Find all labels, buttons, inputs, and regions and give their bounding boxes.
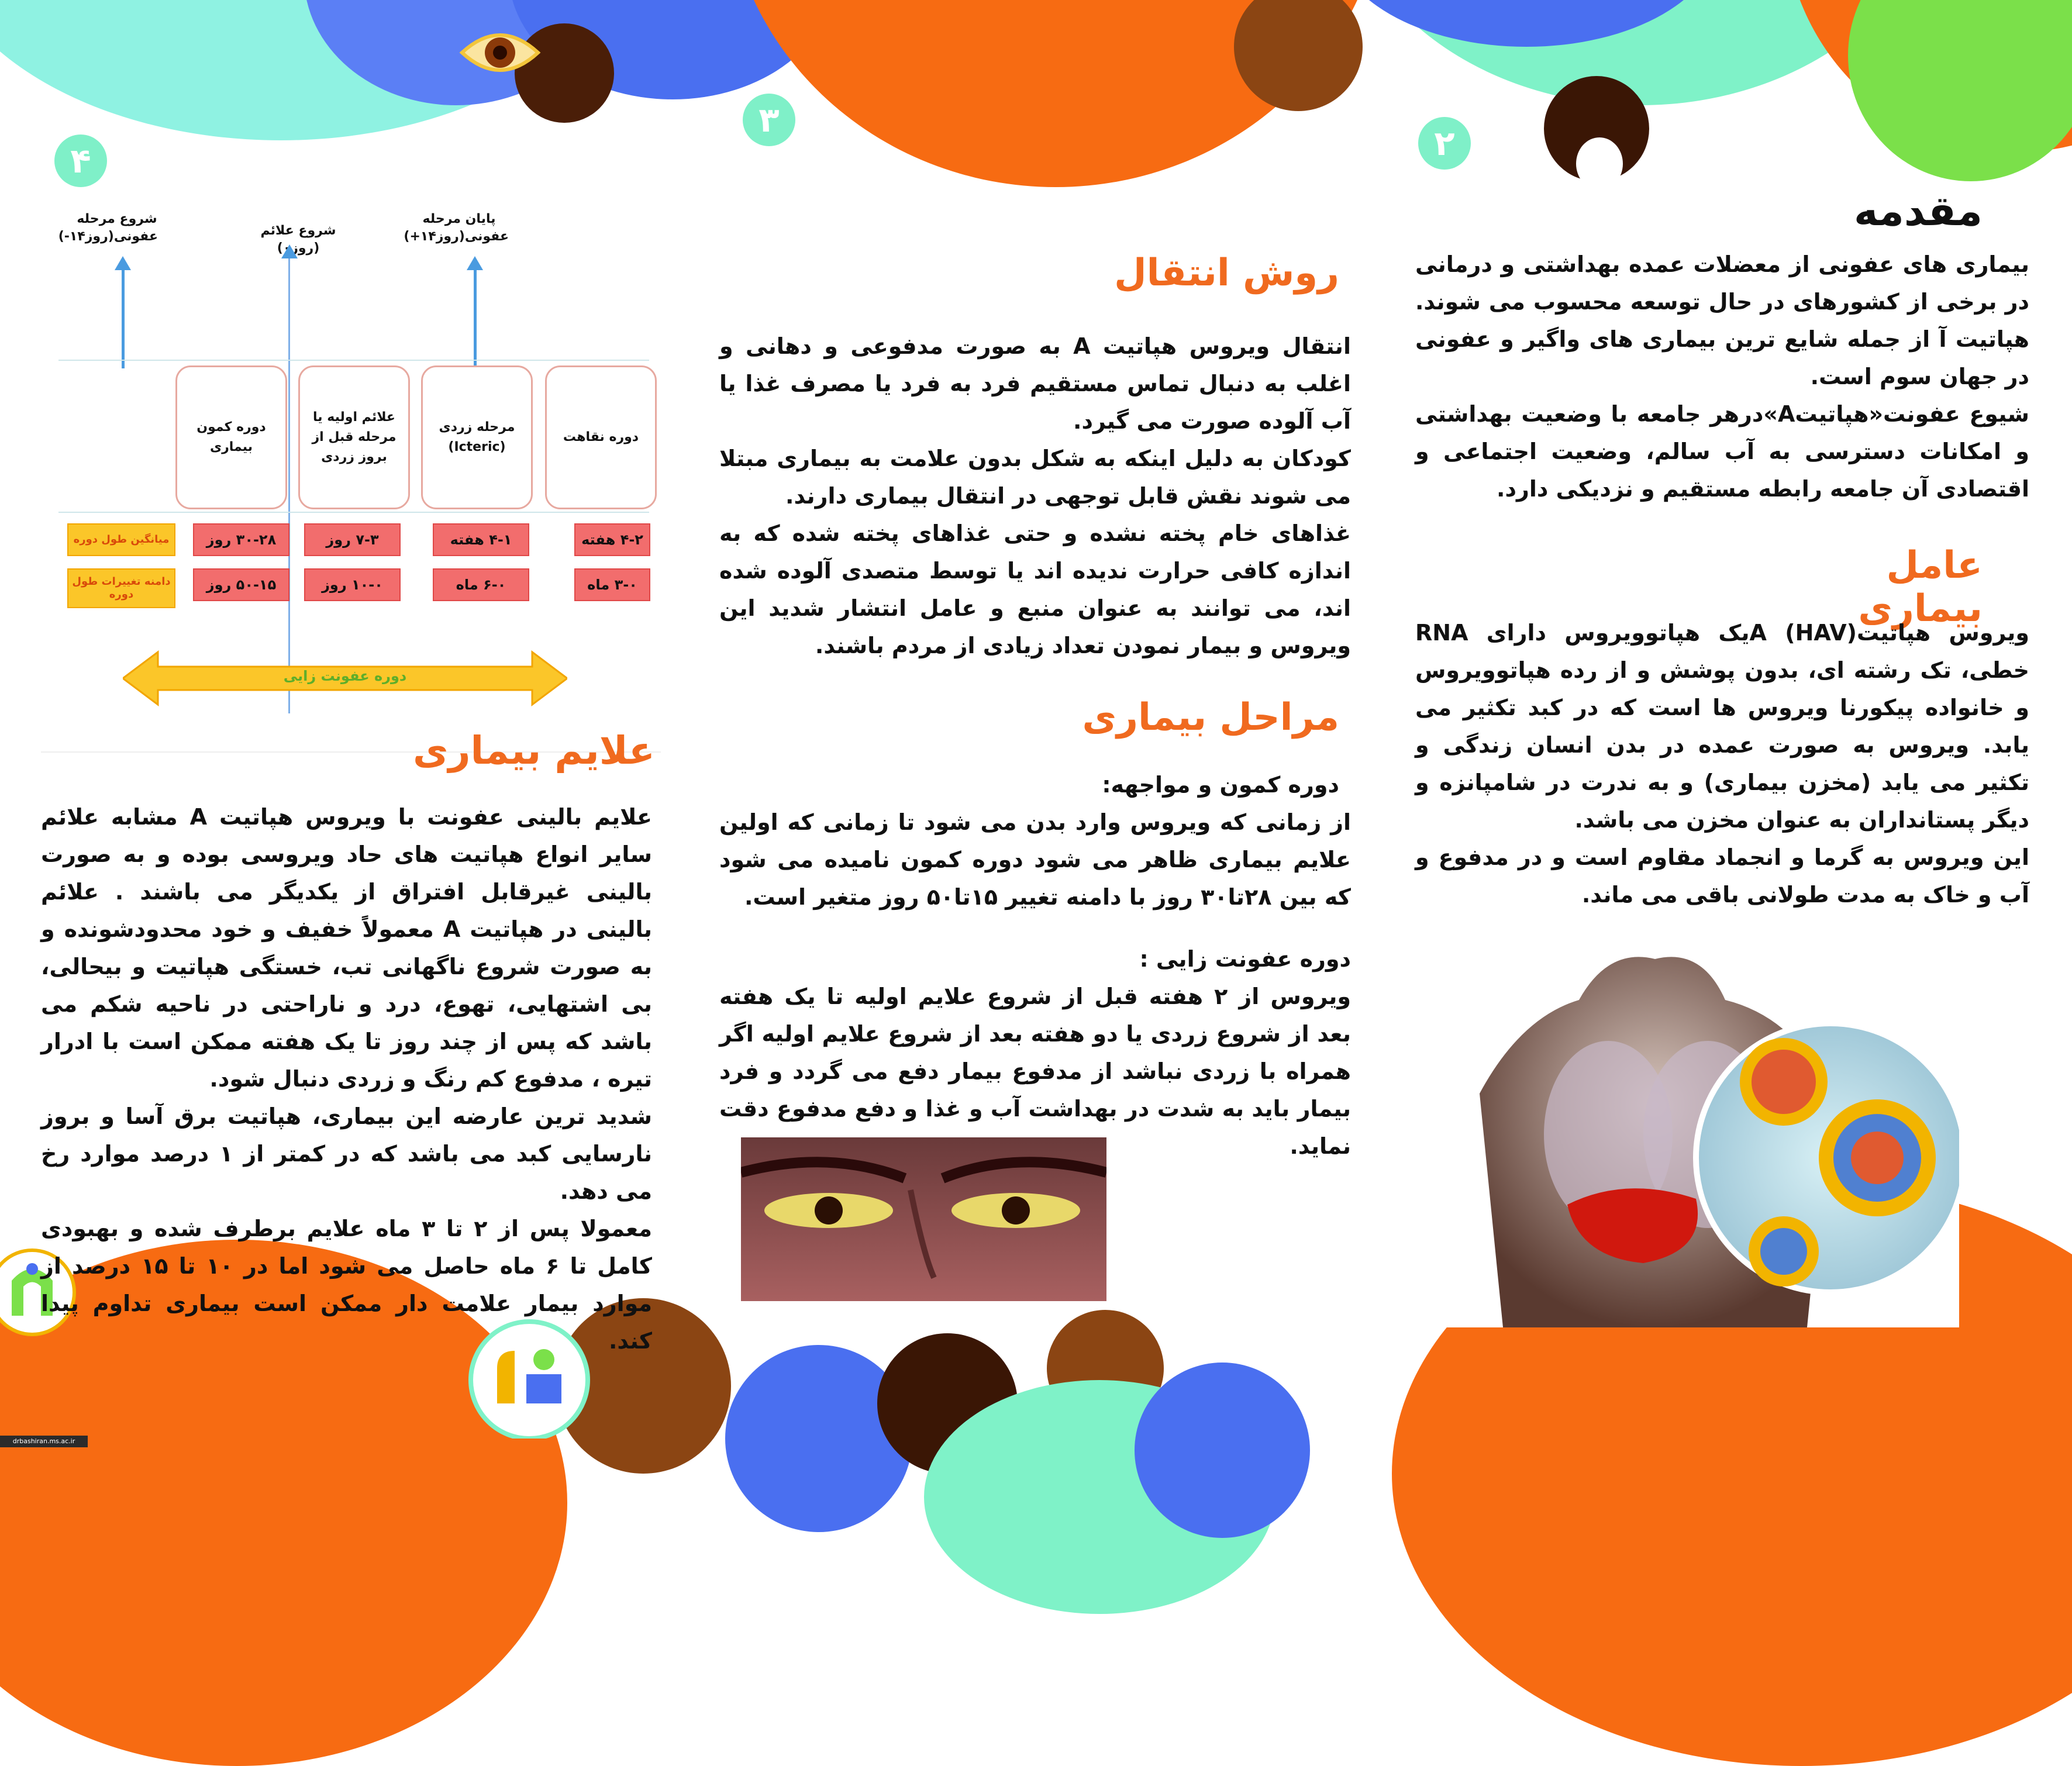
transmission-title: روش انتقال: [1114, 251, 1339, 295]
cell-icteric-average: ۴-۱ هفته: [433, 523, 529, 556]
agent-paragraph-1: ویروس هپاتیتA (HAV)یک هپاتوویروس دارای RNA خطی، تک رشته ای، بدون پوشش و از رده هپاتوویروس و خانواده پیکورنا ویروس ها است که در کبد تکثیر می یابد. ویروس به صورت عمده در بدن انسان زندگی و تکثیر می یابد (مخزن بیماری) و به ندرت در شامپانزه و دیگر پستانداران به عنوان مخزن می باشد.: [1415, 620, 2029, 833]
phase-box-convalescence: [545, 365, 657, 509]
infectious-span-label: دوره عفونت زایی: [283, 668, 407, 684]
marker-arrow-onset: [288, 257, 290, 713]
page-number-2: ۲: [1418, 117, 1471, 170]
transmission-paragraph-3: غذاهای خام پخته نشده و حتی غذاهای پخته شده که به اندازه کافی حرارت ندیده اند یا توسط متصدی آلوده شده اند، می توانند به عنوان منبع و عامل انتشار شدید این ویروس و بیمار نمودن تعداد زیادی از مردم باشند.: [719, 520, 1351, 658]
marker-label-end-infectious: پایان مرحله عفونی(روز۱۴+): [404, 212, 509, 244]
decor-top-green-right: [1848, 0, 2072, 181]
timeline-axis: [58, 360, 649, 361]
marker-arrow-start: [122, 269, 125, 368]
marker-label-start-infectious: شروع مرحله عفونی(روز۱۴-): [58, 212, 158, 244]
intro-paragraph-2: شیوع عفونت«هپاتیتA»درهر جامعه با وضعیت بهداشتی و امکانات دسترسی به آب سالم، وضعیت اجتماعی و اقتصادی آن جامعه رابطه مستقیم و نزدیکی دارد.: [1415, 401, 2030, 502]
symptoms-paragraph-3: معمولا پس از ۲ تا ۳ ماه علایم برطرف شده و بهبودی کامل تا ۶ ماه حاصل می شود اما در ۱۰ تا ۱۵ درصد از موارد بیمار علامت دار ممکن است بیماری تداوم پیدا کند.: [41, 1216, 652, 1354]
intro-paragraph-1: بیماری های عفونی از معضلات عمده بهداشتی و درمانی در برخی از کشورهای در حال توسعه محسوب می شوند. هپاتیت آ از جمله شایع ترین بیماری های واگیر و عفونی در جهان سوم است.: [1415, 251, 2029, 389]
cell-incubation-average: ۳۰-۲۸ روز: [193, 523, 289, 556]
decor-top-dark-ring-hole: [1576, 137, 1623, 190]
marker-arrow-end: [474, 269, 477, 368]
footer-url[interactable]: drbashiran.ms.ac.ir: [0, 1436, 88, 1447]
infectious-heading: دوره عفونت زایی :: [1139, 946, 1351, 972]
agent-paragraph-2: این ویروس به گرما و انجماد مقاوم است و در مدفوع و آب و خاک به مدت طولانی باقی می ماند.: [1415, 844, 2029, 908]
row-label-average: میانگین طول دوره: [67, 523, 175, 556]
transmission-text: [719, 327, 1351, 664]
jaundice-eyes-photo: [741, 1137, 1106, 1301]
liver-virus-illustration: [1433, 947, 1959, 1327]
decor-bottom-blue-2: [1135, 1363, 1310, 1538]
phase-label-convalescence: دوره نقاهت: [563, 430, 639, 444]
phase-box-icteric: [421, 365, 533, 509]
symptoms-title: علایم بیماری: [413, 728, 655, 773]
timeline-axis-bottom: [58, 512, 649, 513]
infectious-text: ویروس از ۲ هفته قبل از شروع علایم اولیه تا یک هفته بعد از شروع زردی یا دو هفته بعد از شروع علایم اولیه اگر همراه با زردی نباشد از مدفوع بیمار دفع می گردد و فرد بیمار باید به شدت در بهداشت آب و غذا و دفع مدفوع دقت نماید.: [719, 984, 1351, 1159]
marker-label-symptom-onset: شروع علائم (رو ): [260, 223, 336, 256]
intro-text: [1415, 246, 2029, 508]
agent-text: [1415, 614, 2029, 913]
cell-icteric-range: ۶-۰ ماه: [433, 568, 529, 601]
transmission-paragraph-1: انتقال ویروس هپاتیت A به صورت مدفوعی و دهانی و اغلب به دنبال تماس مستقیم فرد به فرد یا مصرف غذا یا آب آلوده صورت می گیرد.: [719, 333, 1351, 434]
cell-incubation-range: ۵۰-۱۵ روز: [193, 568, 289, 601]
cell-prodromal-range: ۱۰-۰ روز: [304, 568, 401, 601]
cell-convalescence-range: ۳-۰ ماه: [574, 568, 650, 601]
row-label-range: دامنه تغییرات طول دوره: [67, 568, 175, 608]
page-number-3: ۳: [743, 94, 795, 146]
incubation-heading: دوره کمون و مواجهه:: [1102, 772, 1339, 798]
agent-title: عامل بیماری: [1858, 544, 1983, 630]
incubation-text: از زمانی که ویروس وارد بدن می شود تا زمانی که اولین علایم بیماری ظاهر می شود دوره کمون نامیده می شود که بین ۲۸تا۳۰ روز با دامنه تغییر ۱۵تا۵۰ روز متغیر است.: [719, 809, 1351, 910]
phase-box-incubation: [175, 365, 287, 509]
symptoms-paragraph-1: علایم بالینی عفونت با ویروس هپاتیت A مشابه علائم سایر انواع هپاتیت های حاد ویروسی بوده و به صورت بالینی غیرقابل افتراق از یکدیگر می باشند . علائم بالینی در هپاتیت A معمولاً خفیف و خود محدودشونده و به صورت شروع ناگهانی تب، خستگی هپاتیت و بیحالی، بی اشتهایی، تهوع، درد و ناراحتی در ناحیه شکم می باشد که پس از چند روز تا یک هفته ممکن است با ادرار تیره ، مدفوع کم رنگ و زردی دنبال شود.: [41, 804, 652, 1092]
intro-title: مقدمه: [1854, 187, 1983, 235]
stages-text: [719, 766, 1351, 1165]
page-number-4: ۴: [54, 134, 107, 187]
cell-convalescence-average: ۴-۲ هفته: [574, 523, 650, 556]
phase-label-icteric: مرحله زردی (Icteric): [439, 420, 515, 454]
infectious-span-arrow: [123, 649, 567, 708]
phase-label-prodromal: علائم اولیه یا مرحله قبل از بروز زردی: [312, 410, 397, 464]
phase-box-prodromal: [298, 365, 410, 509]
stages-title: مراحل بیماری: [1082, 696, 1339, 739]
eye-icon: [459, 23, 541, 82]
timeline-diagram: [58, 205, 667, 719]
symptoms-paragraph-2: شدید ترین عارضه این بیماری، هپاتیت برق آسا و بروز نارسایی کبد می باشد که در کمتر از ۱ درصد موارد رخ می دهد.: [41, 1103, 652, 1204]
cell-prodromal-average: ۷-۳ روز: [304, 523, 401, 556]
phase-label-incubation: دوره کمون بیماری: [196, 420, 266, 454]
transmission-paragraph-2: کودکان به دلیل اینکه به شکل بدون علامت به بیماری مبتلا می شوند نقش قابل توجهی در انتقال بیماری دارند.: [719, 446, 1351, 509]
symptoms-text: [41, 798, 652, 1360]
